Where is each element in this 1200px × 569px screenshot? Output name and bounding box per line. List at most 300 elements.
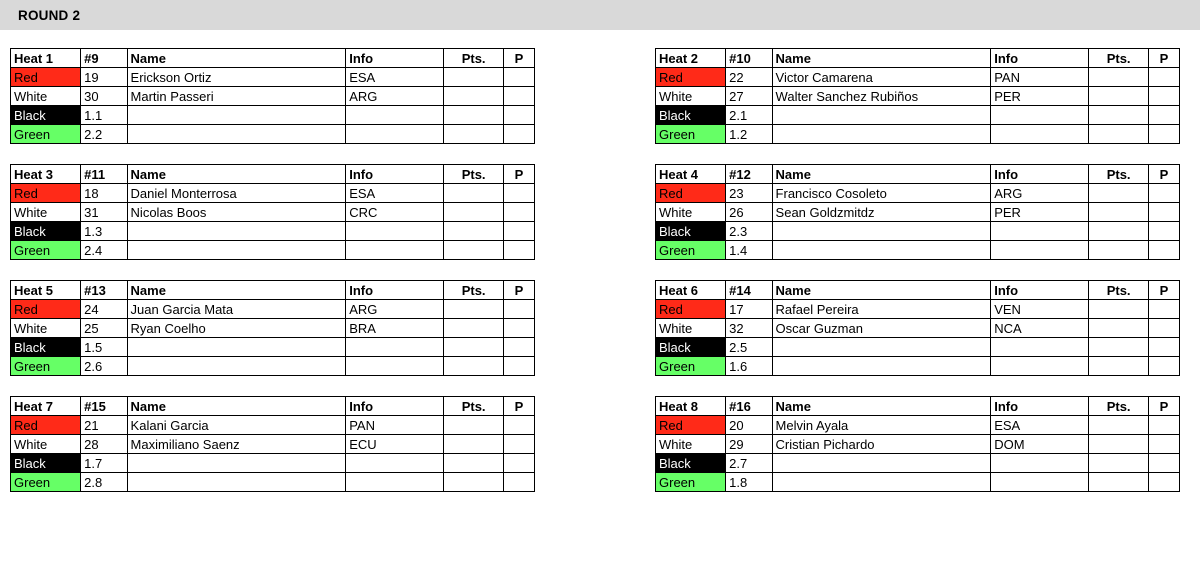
lane-color-red: Red: [11, 300, 81, 319]
heat-cell-left: [0, 164, 535, 260]
table-row: [11, 416, 535, 435]
competitor-name: [127, 357, 346, 376]
competitor-info: PER: [991, 203, 1089, 222]
competitor-number: 25: [81, 319, 127, 338]
competitor-p: [1149, 300, 1180, 319]
heat-row-2: [0, 164, 1200, 260]
competitor-pts: [1089, 473, 1149, 492]
competitor-p: [504, 68, 535, 87]
competitor-name: Daniel Monterrosa: [127, 184, 346, 203]
competitor-pts: [444, 68, 504, 87]
heat-table-header-row: [11, 49, 535, 68]
column-header-info: Info: [346, 281, 444, 300]
competitor-pts: [444, 184, 504, 203]
lane-color-black: Black: [11, 222, 81, 241]
column-header-info: Info: [346, 165, 444, 184]
competitor-name: Melvin Ayala: [772, 416, 991, 435]
competitor-p: [504, 87, 535, 106]
table-row: [11, 203, 535, 222]
competitor-name: [772, 473, 991, 492]
competitor-number: 21: [81, 416, 127, 435]
competitor-pts: [1089, 357, 1149, 376]
heat-number: #9: [81, 49, 127, 68]
competitor-number: 2.3: [726, 222, 772, 241]
competitor-pts: [1089, 222, 1149, 241]
competitor-number: 1.4: [726, 241, 772, 260]
competitor-number: 1.5: [81, 338, 127, 357]
competitor-info: [346, 125, 444, 144]
competitor-p: [1149, 241, 1180, 260]
competitor-p: [1149, 222, 1180, 241]
competitor-number: 22: [726, 68, 772, 87]
competitor-number: 1.3: [81, 222, 127, 241]
heat-label: Heat 5: [11, 281, 81, 300]
heat-label: Heat 3: [11, 165, 81, 184]
table-row: [11, 241, 535, 260]
competitor-info: ECU: [346, 435, 444, 454]
competitor-p: [504, 319, 535, 338]
competitor-number: 28: [81, 435, 127, 454]
competitor-number: 2.2: [81, 125, 127, 144]
competitor-pts: [1089, 87, 1149, 106]
competitor-pts: [444, 203, 504, 222]
competitor-p: [504, 300, 535, 319]
competitor-p: [504, 357, 535, 376]
competitor-info: ESA: [991, 416, 1089, 435]
column-header-info: Info: [991, 165, 1089, 184]
competitor-name: [772, 106, 991, 125]
competitor-info: DOM: [991, 435, 1089, 454]
table-row: [656, 473, 1180, 492]
competitor-pts: [444, 300, 504, 319]
competitor-number: 17: [726, 300, 772, 319]
heat-cell-right: [535, 48, 1169, 144]
competitor-info: [991, 222, 1089, 241]
heat-table-header-row: [656, 165, 1180, 184]
competitor-name: Maximiliano Saenz: [127, 435, 346, 454]
lane-color-green: Green: [11, 357, 81, 376]
competitor-name: [127, 241, 346, 260]
competitor-name: Rafael Pereira: [772, 300, 991, 319]
lane-color-red: Red: [656, 68, 726, 87]
competitor-p: [504, 241, 535, 260]
table-row: [656, 87, 1180, 106]
column-header-pts: Pts.: [1089, 397, 1149, 416]
lane-color-white: White: [11, 319, 81, 338]
competitor-info: [991, 338, 1089, 357]
heat-cell-left: [0, 48, 535, 144]
column-header-name: Name: [127, 281, 346, 300]
competitor-number: 1.6: [726, 357, 772, 376]
competitor-number: 27: [726, 87, 772, 106]
lane-color-black: Black: [656, 454, 726, 473]
table-row: [656, 454, 1180, 473]
competitor-p: [1149, 435, 1180, 454]
lane-color-red: Red: [11, 68, 81, 87]
competitor-info: ESA: [346, 184, 444, 203]
column-header-pts: Pts.: [1089, 281, 1149, 300]
table-row: [11, 473, 535, 492]
competitor-info: [346, 473, 444, 492]
round-banner: [0, 0, 1200, 30]
competitor-info: [991, 241, 1089, 260]
heat-label: Heat 6: [656, 281, 726, 300]
heat-table-8: [655, 396, 1180, 492]
heat-number: #13: [81, 281, 127, 300]
table-row: [656, 241, 1180, 260]
heat-cell-left: [0, 396, 535, 492]
competitor-pts: [1089, 184, 1149, 203]
competitor-name: [127, 338, 346, 357]
heat-number: #14: [726, 281, 772, 300]
heat-table-header-row: [656, 397, 1180, 416]
competitor-info: [346, 222, 444, 241]
column-header-pts: Pts.: [1089, 165, 1149, 184]
competitor-number: 19: [81, 68, 127, 87]
heat-cell-right: [535, 280, 1169, 376]
competitor-number: 1.7: [81, 454, 127, 473]
competitor-p: [504, 454, 535, 473]
heat-number: #12: [726, 165, 772, 184]
table-row: [11, 106, 535, 125]
column-header-info: Info: [991, 49, 1089, 68]
competitor-number: 2.6: [81, 357, 127, 376]
table-row: [11, 68, 535, 87]
table-row: [656, 319, 1180, 338]
lane-color-green: Green: [11, 241, 81, 260]
competitor-pts: [1089, 338, 1149, 357]
competitor-name: [772, 454, 991, 473]
column-header-p: P: [1149, 49, 1180, 68]
column-header-p: P: [1149, 397, 1180, 416]
heat-cell-right: [535, 396, 1169, 492]
competitor-info: PER: [991, 87, 1089, 106]
competitor-name: [127, 454, 346, 473]
competitor-p: [1149, 416, 1180, 435]
heat-table-header-row: [11, 165, 535, 184]
competitor-p: [1149, 106, 1180, 125]
column-header-info: Info: [991, 281, 1089, 300]
column-header-pts: Pts.: [444, 281, 504, 300]
heat-table-1: [10, 48, 535, 144]
column-header-p: P: [504, 165, 535, 184]
heat-cell-right: [535, 164, 1169, 260]
competitor-pts: [1089, 68, 1149, 87]
competitor-p: [1149, 125, 1180, 144]
competitor-number: 1.1: [81, 106, 127, 125]
table-row: [656, 222, 1180, 241]
lane-color-black: Black: [656, 338, 726, 357]
heat-table-3: [10, 164, 535, 260]
column-header-info: Info: [346, 397, 444, 416]
competitor-name: [772, 125, 991, 144]
competitor-name: Oscar Guzman: [772, 319, 991, 338]
column-header-info: Info: [346, 49, 444, 68]
lane-color-white: White: [656, 435, 726, 454]
lane-color-black: Black: [656, 106, 726, 125]
competitor-p: [1149, 184, 1180, 203]
column-header-name: Name: [127, 165, 346, 184]
table-row: [11, 300, 535, 319]
lane-color-red: Red: [656, 300, 726, 319]
heat-cell-left: [0, 280, 535, 376]
lane-color-white: White: [656, 319, 726, 338]
competitor-name: [772, 222, 991, 241]
competitor-info: CRC: [346, 203, 444, 222]
competitor-p: [504, 203, 535, 222]
competitor-name: [127, 222, 346, 241]
heat-number: #15: [81, 397, 127, 416]
competitor-info: [991, 454, 1089, 473]
competitor-pts: [1089, 106, 1149, 125]
competitor-pts: [1089, 454, 1149, 473]
lane-color-white: White: [11, 87, 81, 106]
competitor-name: Nicolas Boos: [127, 203, 346, 222]
competitor-pts: [1089, 203, 1149, 222]
column-header-name: Name: [772, 49, 991, 68]
column-header-pts: Pts.: [444, 165, 504, 184]
competitor-name: Sean Goldzmitdz: [772, 203, 991, 222]
round-title: ROUND 2: [18, 7, 81, 23]
heat-row-3: [0, 280, 1200, 376]
competitor-info: VEN: [991, 300, 1089, 319]
table-row: [11, 338, 535, 357]
lane-color-green: Green: [656, 473, 726, 492]
competitor-info: [346, 454, 444, 473]
lane-color-white: White: [656, 87, 726, 106]
table-row: [656, 357, 1180, 376]
competitor-name: Kalani Garcia: [127, 416, 346, 435]
column-header-p: P: [504, 281, 535, 300]
column-header-pts: Pts.: [444, 49, 504, 68]
competitor-pts: [1089, 125, 1149, 144]
heats-grid: [0, 48, 1200, 512]
heat-label: Heat 2: [656, 49, 726, 68]
competitor-number: 32: [726, 319, 772, 338]
competitor-number: 24: [81, 300, 127, 319]
heat-number: #16: [726, 397, 772, 416]
competitor-p: [504, 106, 535, 125]
competitor-info: [991, 106, 1089, 125]
table-row: [11, 435, 535, 454]
competitor-name: Cristian Pichardo: [772, 435, 991, 454]
heat-table-header-row: [11, 397, 535, 416]
column-header-p: P: [504, 397, 535, 416]
competitor-name: Ryan Coelho: [127, 319, 346, 338]
table-row: [11, 357, 535, 376]
competitor-p: [1149, 357, 1180, 376]
competitor-info: NCA: [991, 319, 1089, 338]
competitor-name: Juan Garcia Mata: [127, 300, 346, 319]
lane-color-green: Green: [656, 357, 726, 376]
table-row: [656, 184, 1180, 203]
competitor-name: Francisco Cosoleto: [772, 184, 991, 203]
competitor-pts: [1089, 435, 1149, 454]
competitor-info: BRA: [346, 319, 444, 338]
competitor-pts: [444, 338, 504, 357]
competitor-number: 2.8: [81, 473, 127, 492]
competitor-name: Victor Camarena: [772, 68, 991, 87]
heat-row-1: [0, 48, 1200, 144]
competitor-number: 30: [81, 87, 127, 106]
competitor-info: [991, 473, 1089, 492]
column-header-p: P: [1149, 281, 1180, 300]
lane-color-black: Black: [11, 338, 81, 357]
competitor-name: Walter Sanchez Rubiños: [772, 87, 991, 106]
lane-color-white: White: [656, 203, 726, 222]
competitor-name: Erickson Ortiz: [127, 68, 346, 87]
competitor-number: 23: [726, 184, 772, 203]
table-row: [11, 125, 535, 144]
lane-color-black: Black: [11, 454, 81, 473]
competitor-number: 18: [81, 184, 127, 203]
column-header-info: Info: [991, 397, 1089, 416]
table-row: [656, 300, 1180, 319]
table-row: [656, 106, 1180, 125]
competitor-number: 2.5: [726, 338, 772, 357]
competitor-number: 29: [726, 435, 772, 454]
competitor-pts: [444, 125, 504, 144]
table-row: [656, 338, 1180, 357]
heat-row-4: [0, 396, 1200, 492]
lane-color-red: Red: [11, 416, 81, 435]
competitor-pts: [1089, 300, 1149, 319]
competitor-pts: [444, 87, 504, 106]
competitor-number: 2.4: [81, 241, 127, 260]
competitor-info: [346, 357, 444, 376]
competitor-info: [991, 125, 1089, 144]
competitor-pts: [444, 435, 504, 454]
table-row: [11, 454, 535, 473]
table-row: [656, 68, 1180, 87]
competitor-name: [127, 106, 346, 125]
column-header-name: Name: [127, 49, 346, 68]
competitor-name: [127, 125, 346, 144]
competitor-name: Martin Passeri: [127, 87, 346, 106]
column-header-p: P: [1149, 165, 1180, 184]
competitor-info: [346, 338, 444, 357]
column-header-p: P: [504, 49, 535, 68]
competitor-p: [504, 222, 535, 241]
competitor-pts: [1089, 416, 1149, 435]
table-row: [11, 319, 535, 338]
lane-color-green: Green: [656, 241, 726, 260]
heat-table-6: [655, 280, 1180, 376]
competitor-name: [772, 338, 991, 357]
heat-table-header-row: [656, 281, 1180, 300]
heat-label: Heat 8: [656, 397, 726, 416]
competitor-name: [772, 357, 991, 376]
competitor-p: [504, 184, 535, 203]
heat-table-header-row: [11, 281, 535, 300]
competitor-info: [346, 106, 444, 125]
competitor-number: 31: [81, 203, 127, 222]
competitor-p: [1149, 87, 1180, 106]
heat-table-5: [10, 280, 535, 376]
competitor-info: ARG: [346, 300, 444, 319]
competitor-number: 20: [726, 416, 772, 435]
heat-label: Heat 7: [11, 397, 81, 416]
competitor-p: [1149, 68, 1180, 87]
competitor-pts: [1089, 241, 1149, 260]
heat-table-7: [10, 396, 535, 492]
competitor-info: PAN: [346, 416, 444, 435]
lane-color-green: Green: [656, 125, 726, 144]
heat-table-4: [655, 164, 1180, 260]
competitor-pts: [444, 416, 504, 435]
heat-table-2: [655, 48, 1180, 144]
competitor-pts: [444, 241, 504, 260]
heat-table-header-row: [656, 49, 1180, 68]
lane-color-white: White: [11, 203, 81, 222]
competitor-p: [504, 473, 535, 492]
competitor-name: [127, 473, 346, 492]
competitor-name: [772, 241, 991, 260]
table-row: [656, 435, 1180, 454]
lane-color-white: White: [11, 435, 81, 454]
competitor-p: [1149, 319, 1180, 338]
competitor-pts: [444, 106, 504, 125]
competitor-p: [504, 435, 535, 454]
competitor-pts: [444, 357, 504, 376]
competitor-p: [504, 338, 535, 357]
heat-number: #10: [726, 49, 772, 68]
lane-color-red: Red: [11, 184, 81, 203]
competitor-pts: [444, 473, 504, 492]
column-header-name: Name: [772, 165, 991, 184]
column-header-name: Name: [127, 397, 346, 416]
competitor-p: [504, 125, 535, 144]
competitor-number: 1.8: [726, 473, 772, 492]
competitor-number: 2.7: [726, 454, 772, 473]
table-row: [11, 222, 535, 241]
heat-label: Heat 4: [656, 165, 726, 184]
competitor-info: ESA: [346, 68, 444, 87]
competitor-pts: [444, 454, 504, 473]
column-header-name: Name: [772, 397, 991, 416]
lane-color-green: Green: [11, 473, 81, 492]
lane-color-red: Red: [656, 416, 726, 435]
competitor-pts: [444, 319, 504, 338]
competitor-p: [1149, 473, 1180, 492]
table-row: [11, 87, 535, 106]
lane-color-green: Green: [11, 125, 81, 144]
column-header-name: Name: [772, 281, 991, 300]
table-row: [11, 184, 535, 203]
competitor-info: [346, 241, 444, 260]
competitor-number: 1.2: [726, 125, 772, 144]
table-row: [656, 416, 1180, 435]
lane-color-black: Black: [11, 106, 81, 125]
table-row: [656, 125, 1180, 144]
competitor-number: 26: [726, 203, 772, 222]
competitor-info: ARG: [346, 87, 444, 106]
competitor-p: [1149, 454, 1180, 473]
lane-color-black: Black: [656, 222, 726, 241]
heat-number: #11: [81, 165, 127, 184]
competitor-p: [504, 416, 535, 435]
competitor-info: ARG: [991, 184, 1089, 203]
column-header-pts: Pts.: [444, 397, 504, 416]
competitor-number: 2.1: [726, 106, 772, 125]
competitor-info: [991, 357, 1089, 376]
competitor-p: [1149, 338, 1180, 357]
heat-label: Heat 1: [11, 49, 81, 68]
table-row: [656, 203, 1180, 222]
competitor-pts: [444, 222, 504, 241]
column-header-pts: Pts.: [1089, 49, 1149, 68]
competitor-p: [1149, 203, 1180, 222]
